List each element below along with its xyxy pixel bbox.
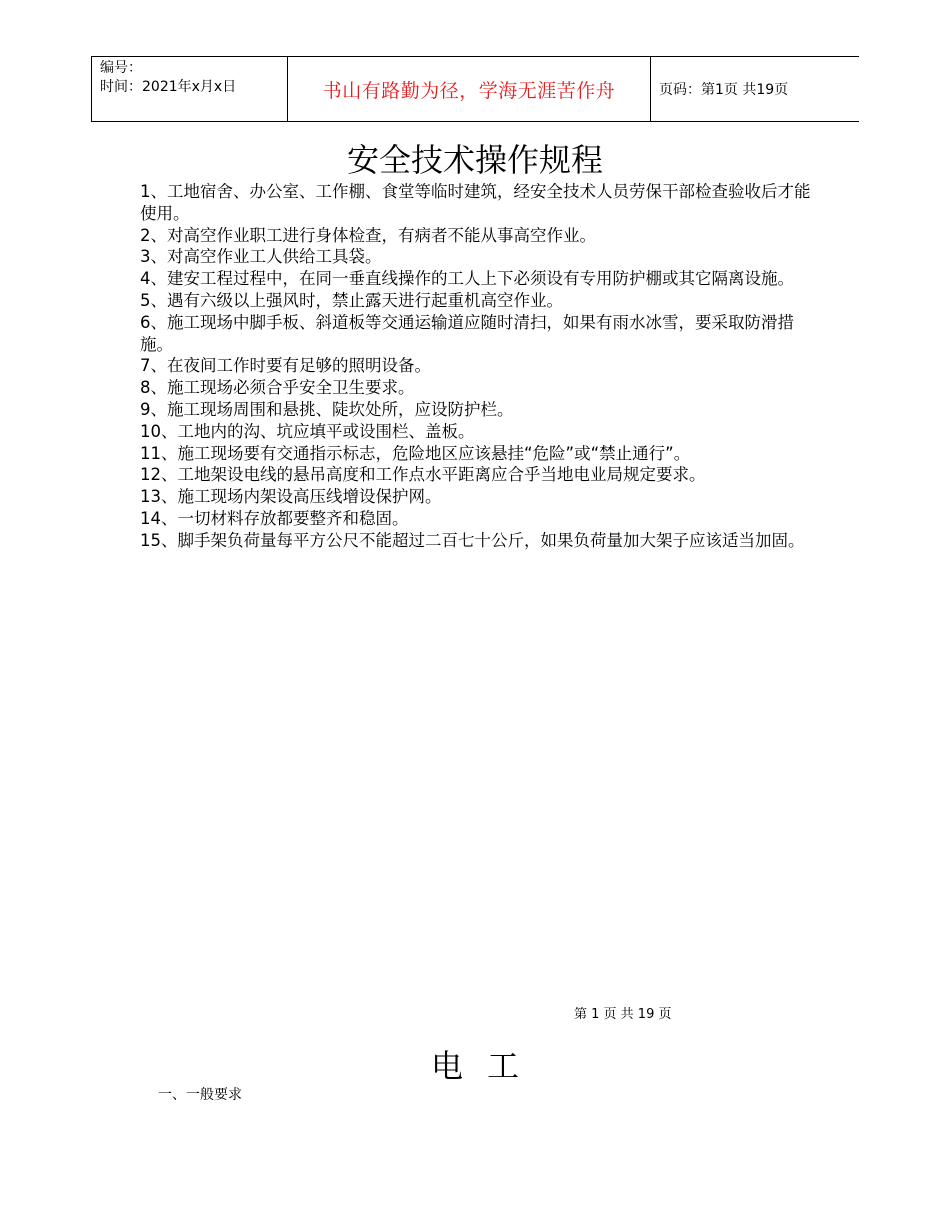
section-title: 电工 [430,1047,543,1085]
rule-item: 1、工地宿舍、办公室、工作棚、食堂等临时建筑，经安全技术人员劳保干部检查验收后才能使用。 [140,182,811,223]
rule-item: 4、建安工程过程中，在同一垂直线操作的工人上下必须设有专用防护棚或其它隔离设施。 [140,269,794,289]
rule-item: 3、对高空作业工人供给工具袋。 [140,247,382,267]
rule-item: 11、施工现场要有交通指示标志，危险地区应该悬挂“危险”或“禁止通行”。 [140,443,691,463]
footer-page-number: 第 1 页 共 19 页 [574,1007,672,1022]
rule-item: 6、施工现场中脚手板、斜道板等交通运输道应随时清扫，如果有雨水冰雪，要采取防滑措施。 [140,312,794,354]
header-table [91,56,859,122]
time-label: 时间：2021年x月x日 [100,79,237,95]
rule-item: 2、对高空作业职工进行身体检查，有病者不能从事高空作业。 [140,225,596,245]
rule-item: 14、一切材料存放都要整齐和稳固。 [140,508,409,528]
number-label: 编号： [100,60,142,76]
rule-item: 7、在夜间工作时要有足够的照明设备。 [140,356,431,376]
subsection-heading: 一、一般要求 [158,1087,242,1103]
document-title: 安全技术操作规程 [346,141,603,179]
rule-item: 9、施工现场周围和悬挑、陡坎处所，应设防护栏。 [140,399,514,419]
rule-item: 13、施工现场内架设高压线增设保护网。 [140,487,442,507]
header-meta-cell [92,57,288,121]
motto-text: 书山有路勤为径，学海无涯苦作舟 [322,79,616,102]
rule-item: 10、工地内的沟、坑应填平或设围栏、盖板。 [140,421,475,441]
rules-list [140,181,820,552]
page-info-cell [651,57,859,121]
rule-item: 5、遇有六级以上强风时，禁止露天进行起重机高空作业。 [140,290,563,310]
motto-cell [288,57,651,121]
rule-item: 8、施工现场必须合乎安全卫生要求。 [140,378,415,398]
page-info-text: 页码：第1页 共19页 [659,82,789,98]
rule-item: 12、工地架设电线的悬吊高度和工作点水平距离应合乎当地电业局规定要求。 [140,465,706,485]
rule-item: 15、脚手架负荷量每平方公尺不能超过二百七十公斤，如果负荷量加大架子应该适当加固。 [140,530,805,550]
